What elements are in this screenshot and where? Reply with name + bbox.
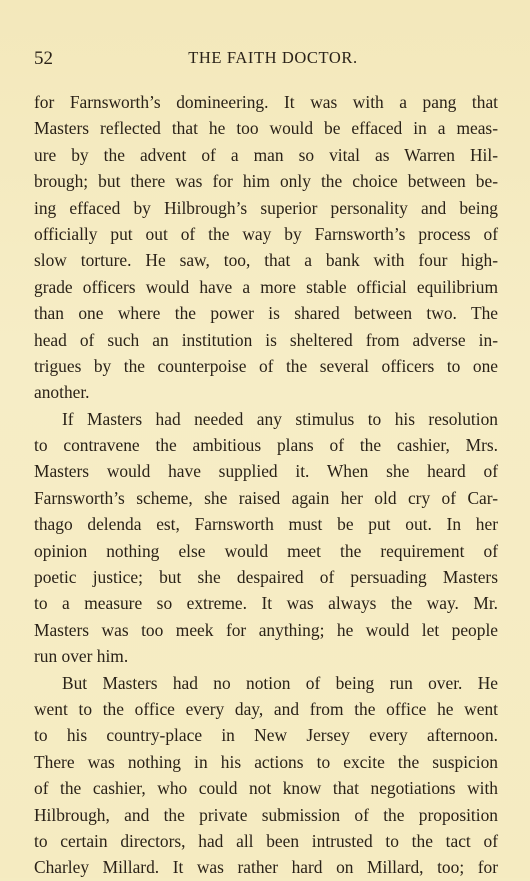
text-line: slow torture. He saw, too, that a bank with four high- (34, 250, 498, 271)
page-header (34, 48, 498, 74)
text-line: went to the office every day, and from the office he went (34, 698, 498, 719)
text-line: run over him. (34, 646, 129, 667)
text-line: Masters reflected that he too would be effaced in a meas- (34, 118, 498, 139)
text-line: another. (34, 382, 90, 403)
text-line: than one where the power is shared between two. The (34, 303, 498, 324)
text-line: Hilbrough, and the private submission of the proposition (34, 804, 498, 825)
body-text (34, 89, 498, 881)
page-number: 52 (34, 48, 53, 69)
text-line: of the cashier, who could not know that negotiations with (34, 778, 498, 799)
text-line: grade officers would have a more stable official equilibrium (34, 276, 498, 297)
text-line: to his country-place in New Jersey every afternoon. (34, 725, 498, 746)
text-line: But Masters had no notion of being run over. He (62, 672, 498, 693)
text-line: There was nothing in his actions to excite the suspicion (34, 751, 498, 772)
text-line: Masters would have supplied it. When she heard of (34, 461, 498, 482)
text-line: Masters was too meek for anything; he would let people (34, 619, 498, 640)
text-line: brough; but there was for him only the choice between be- (34, 171, 498, 192)
text-line: thago delenda est, Farnsworth must be put out. In her (34, 514, 498, 535)
text-line: to certain directors, had all been intrusted to the tact of (34, 830, 498, 851)
running-head: THE FAITH DOCTOR. (188, 48, 358, 67)
text-line: Charley Millard. It was rather hard on Millard, too; for (34, 857, 498, 878)
text-line: officially put out of the way by Farnsworth’s process of (34, 223, 498, 244)
text-line: Farnsworth’s scheme, she raised again her old cry of Car- (34, 487, 498, 508)
text-line: ing effaced by Hilbrough’s superior personality and being (34, 197, 498, 218)
text-line: ure by the advent of a man so vital as Warren Hil- (34, 144, 498, 165)
text-line: opinion nothing else would meet the requirement of (34, 540, 498, 561)
text-line: poetic justice; but she despaired of persuading Masters (34, 567, 498, 588)
text-line: to a measure so extreme. It was always the way. Mr. (34, 593, 498, 614)
text-line: If Masters had needed any stimulus to his resolution (62, 408, 498, 429)
text-line: to contravene the ambitious plans of the cashier, Mrs. (34, 435, 498, 456)
text-line: head of such an institution is sheltered from adverse in- (34, 329, 498, 350)
text-line: trigues by the counterpoise of the several officers to one (34, 355, 498, 376)
text-line: for Farnsworth’s domineering. It was with a pang that (34, 92, 498, 112)
